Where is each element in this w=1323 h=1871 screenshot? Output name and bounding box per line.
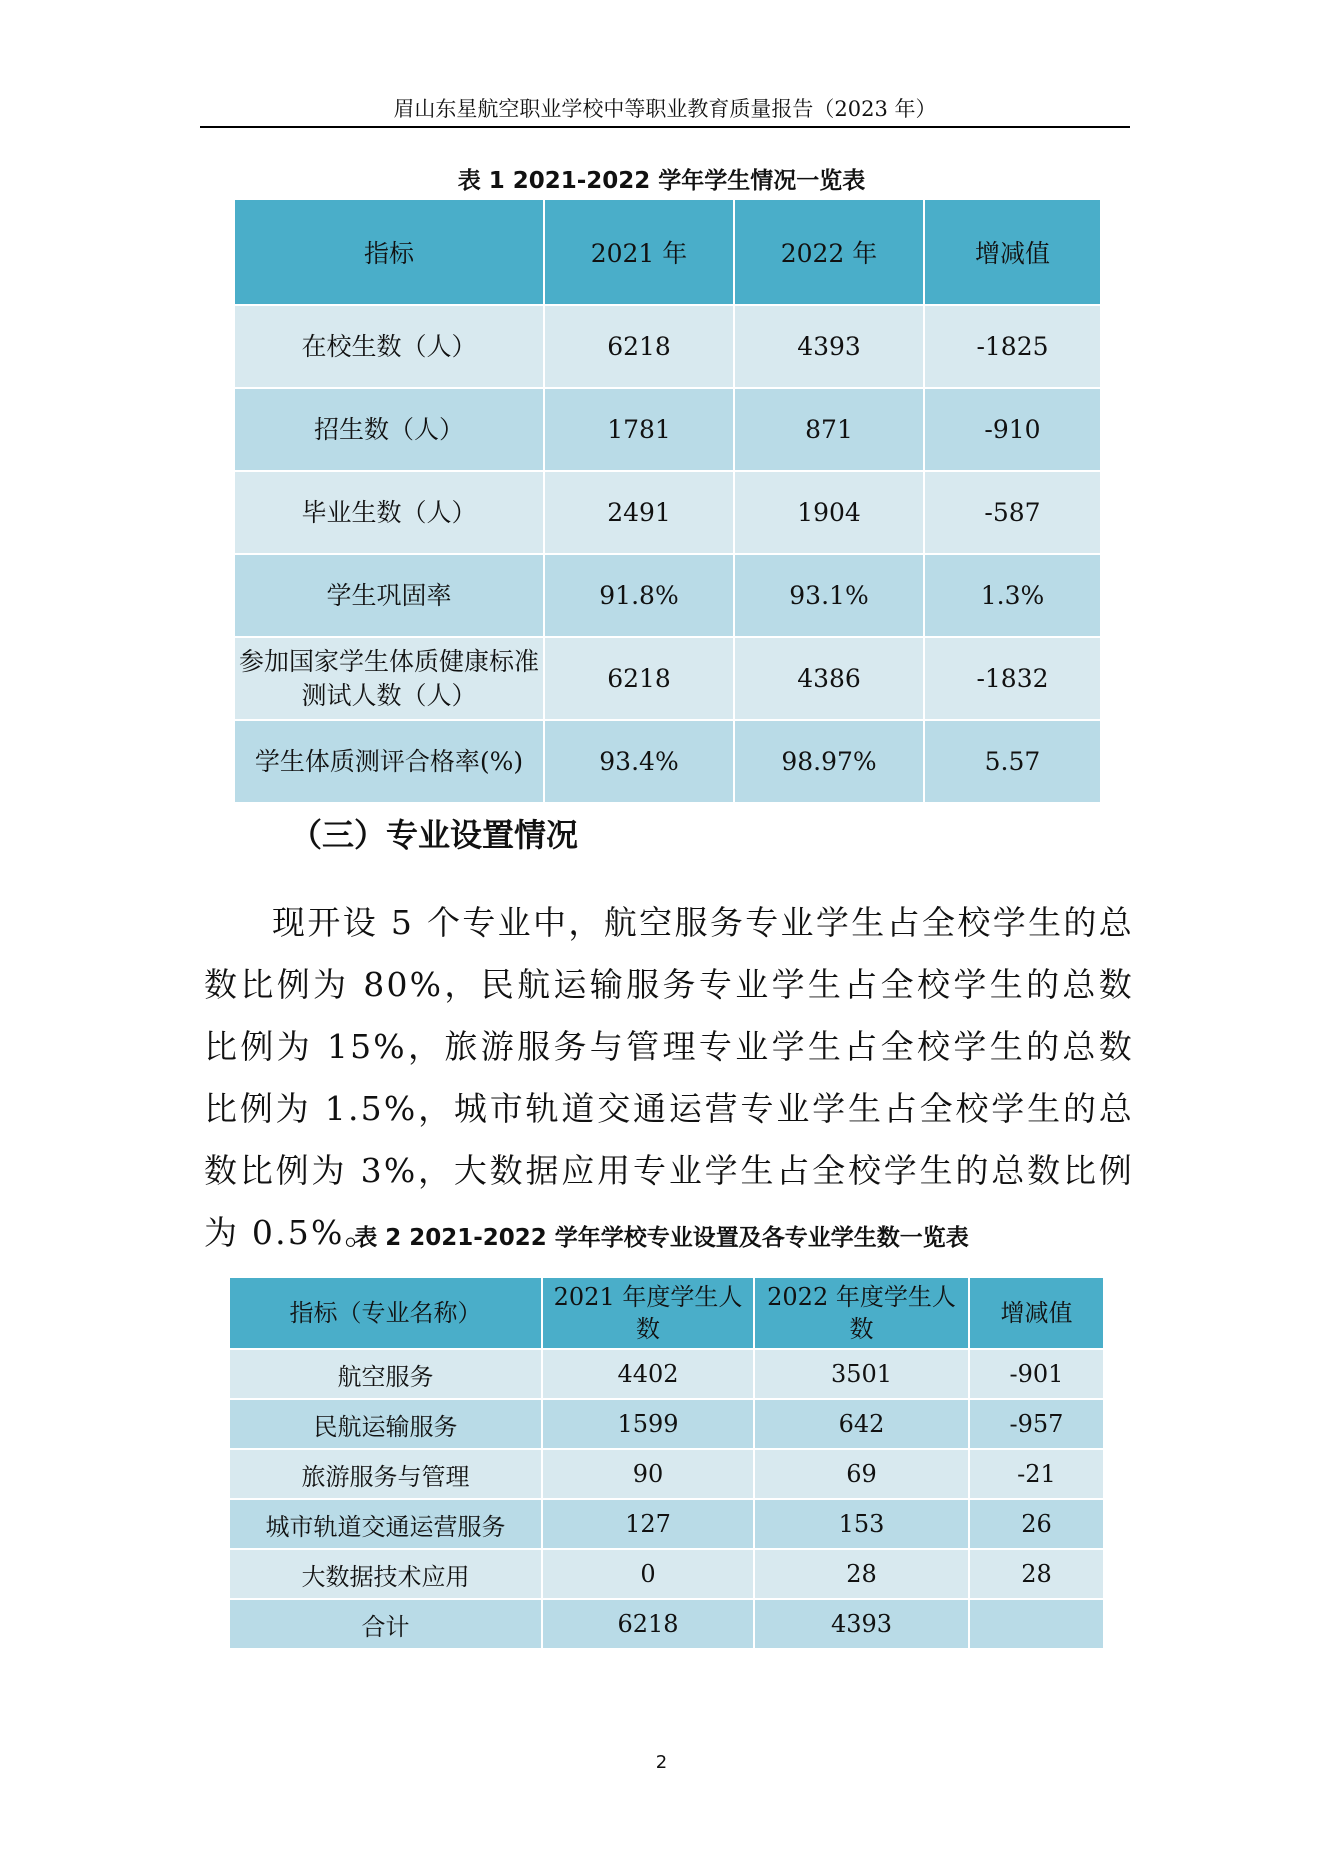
table-cell: 民航运输服务 — [229, 1399, 542, 1449]
table-cell: 合计 — [229, 1599, 542, 1649]
table-cell: 153 — [754, 1499, 969, 1549]
table-cell: 69 — [754, 1449, 969, 1499]
table-header-row — [229, 1277, 1104, 1349]
page-number: 2 — [655, 1752, 668, 1773]
table-cell: -910 — [924, 388, 1101, 471]
header-cell: 指标 — [234, 199, 544, 305]
table-cell: 1599 — [542, 1399, 754, 1449]
table-row — [234, 471, 1101, 554]
body-paragraph — [204, 892, 1134, 1264]
table-cell: 航空服务 — [229, 1349, 542, 1399]
header-cell: 2022 年度学生人数 — [754, 1277, 969, 1349]
page-header: 眉山东星航空职业学校中等职业教育质量报告（2023 年） — [200, 92, 1130, 128]
table-row — [229, 1549, 1104, 1599]
table-cell: 28 — [969, 1549, 1104, 1599]
table-cell: 1904 — [734, 471, 924, 554]
major-enrollment-table — [228, 1276, 1105, 1650]
table-cell: -957 — [969, 1399, 1104, 1449]
table-cell: 学生巩固率 — [234, 554, 544, 637]
table-cell: 6218 — [544, 305, 734, 388]
section-title: （三）专业设置情况 — [290, 816, 579, 854]
paragraph-text: 现开设 5 个专业中，航空服务专业学生占全校学生的总数比例为 80%，民航运输服务专业学生占全校学生的总数比例为 15%，旅游服务与管理专业学生占全校学生的总数比例为 1.5%，城市轨道交通运营专业学生占全校学生的总数比例为 3%，大数据应用专业学生占全校学生的总数比例为 0.5%。 — [204, 903, 1134, 1252]
table-cell: 91.8% — [544, 554, 734, 637]
table-cell: 6218 — [542, 1599, 754, 1649]
table-cell: 毕业生数（人） — [234, 471, 544, 554]
table-cell: 3501 — [754, 1349, 969, 1399]
table-cell: 4393 — [754, 1599, 969, 1649]
header-cell: 增减值 — [924, 199, 1101, 305]
table-row — [234, 637, 1101, 720]
table-cell: 28 — [754, 1549, 969, 1599]
table-cell: 招生数（人） — [234, 388, 544, 471]
table-cell: 旅游服务与管理 — [229, 1449, 542, 1499]
table-cell: 学生体质测评合格率(%) — [234, 720, 544, 803]
table-cell: 4402 — [542, 1349, 754, 1399]
table-row — [229, 1399, 1104, 1449]
table-row — [234, 305, 1101, 388]
table-cell: -1832 — [924, 637, 1101, 720]
table-cell: 在校生数（人） — [234, 305, 544, 388]
table-cell: 2491 — [544, 471, 734, 554]
student-stats-table — [233, 198, 1102, 804]
header-cell: 2021 年度学生人数 — [542, 1277, 754, 1349]
table-cell: 4393 — [734, 305, 924, 388]
table-cell: -21 — [969, 1449, 1104, 1499]
table-cell — [969, 1599, 1104, 1649]
table1-caption: 表 1 2021-2022 学年学生情况一览表 — [457, 168, 866, 194]
table-row — [234, 554, 1101, 637]
table-row — [234, 720, 1101, 803]
table-row — [229, 1349, 1104, 1399]
table-cell: -587 — [924, 471, 1101, 554]
table-cell: -1825 — [924, 305, 1101, 388]
table-cell: 26 — [969, 1499, 1104, 1549]
table-cell: 1781 — [544, 388, 734, 471]
table-cell: -901 — [969, 1349, 1104, 1399]
table-row — [229, 1449, 1104, 1499]
header-cell: 2021 年 — [544, 199, 734, 305]
header-cell: 指标（专业名称） — [229, 1277, 542, 1349]
table-cell: 0 — [542, 1549, 754, 1599]
table-cell: 城市轨道交通运营服务 — [229, 1499, 542, 1549]
table-row — [229, 1499, 1104, 1549]
table-cell: 98.97% — [734, 720, 924, 803]
table-cell: 642 — [754, 1399, 969, 1449]
table-cell: 参加国家学生体质健康标准测试人数（人） — [234, 637, 544, 720]
table-cell: 6218 — [544, 637, 734, 720]
header-cell: 2022 年 — [734, 199, 924, 305]
table-cell: 127 — [542, 1499, 754, 1549]
header-cell: 增减值 — [969, 1277, 1104, 1349]
table-header-row — [234, 199, 1101, 305]
table-cell: 93.1% — [734, 554, 924, 637]
table-cell: 5.57 — [924, 720, 1101, 803]
table-row — [234, 388, 1101, 471]
table-cell: 4386 — [734, 637, 924, 720]
table-cell: 90 — [542, 1449, 754, 1499]
table-cell: 871 — [734, 388, 924, 471]
table2-caption: 表 2 2021-2022 学年学校专业设置及各专业学生数一览表 — [354, 1225, 969, 1251]
table-row — [229, 1599, 1104, 1649]
table-cell: 大数据技术应用 — [229, 1549, 542, 1599]
table-cell: 1.3% — [924, 554, 1101, 637]
table-cell: 93.4% — [544, 720, 734, 803]
